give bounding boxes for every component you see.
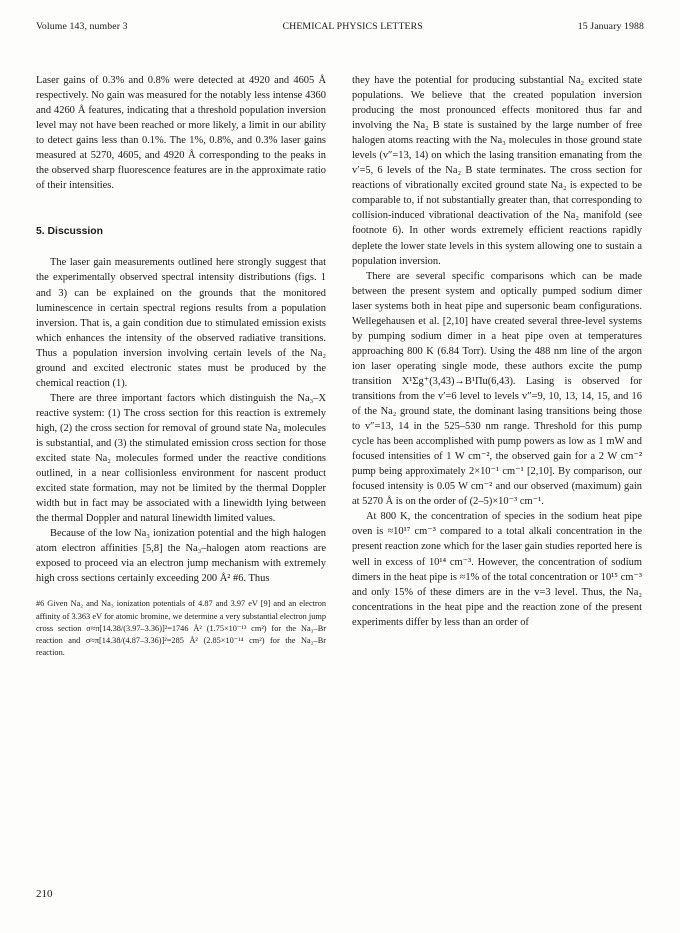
page-number: 210 [36, 888, 53, 900]
right-column [352, 73, 642, 630]
footnote [36, 598, 326, 659]
right-paragraph-2: There are several specific comparisons which can be made between the present system and optically pumped sodium dimer laser systems both in heat pipe and supersonic beam configurations. Wellegehausen et al. [2,10] have created several three-level systems by pumping sodium dimer in a heat pipe oven at temperatures approaching 800 K (6.84 Torr). Using the 488 nm line of the argon ion laser operating single mode, these authors excite the pump transition X¹Σg⁺(3,43)→B¹Πu(6,43). Lasing is observed for transitions from the v′=6 level to levels v″=9, 10, 13, 14, 15, and 16 of the Na₂ ground state, the dominant lasing transitions being those to v″=13, 14 in the 525–530 nm range. Threshold for this pump cycle has been accomplished with pump powers as low as 1 mW and focused intensities of 1 W cm⁻², the observed gain for a 2 W cm⁻² pump being approximately 2×10⁻¹ cm⁻¹ [2,10]. By comparison, our focused intensity is 0.05 W cm⁻² and our observed (maximum) gain at 5270 Å is on the order of (2–5)×10⁻³ cm⁻¹. [352, 270, 642, 508]
journal-name: CHEMICAL PHYSICS LETTERS [282, 21, 423, 32]
left-column [36, 73, 326, 659]
intro-paragraph: Laser gains of 0.3% and 0.8% were detected at 4920 and 4605 Å respectively. No gain was measured for the notably less intense 4360 and 4260 Å features, indicating that a threshold population inversion level may not have been reached or more likely, a limit in our ability to detect gains less than 0.1%. The 1%, 0.8%, and 0.3% laser gains measured at 5270, 4605, and 4920 Å corresponding to the peaks in the observed sharp fluorescence features are in the approximate ratio of their intensities. [36, 75, 326, 192]
right-paragraph-1: they have the potential for producing substantial Na₂ excited state populations. We believe that the created population inversion producing the most pronounced effects monitored thus far and involving the Na₂ B state is sustained by the large number of free halogen atoms reacting with the Na₃ molecules in those ground state levels (v″=13, 14) on which the lasing transition emanating from the v′=5, 6 levels of the Na₂ B state terminates. The cross section for reactions of vibrationally excited ground state Na₂ is expected to be comparable to, if not substantially greater than, that corresponding to collision-induced vibrational deactivation of the Na₂ manifold (see footnote 6). In other words extremely efficient reactions rapidly deplete the lower state levels in this system allowing one to sustain a population inversion. [352, 75, 642, 267]
discussion-paragraph-3: Because of the low Na₃ ionization potential and the high halogen atom electron affinities [5,8] the Na₃–halogen atom reactions are exposed to proceed via an electron jump mechanism with extremely high cross sections certainly exceeding 200 Å² #6. Thus [36, 528, 326, 585]
issue-date: 15 January 1988 [577, 21, 644, 32]
footnote-text: #6 Given Na₂ and Na₃ ionization potentials of 4.87 and 3.97 eV [9] and an electron affinity of 3.363 eV for atomic bromine, we determine a very substantial electron jump cross section σ≈π[14.38/(3.97–3.36)]²=1746 Å² (1.75×10⁻¹³ cm²) for the Na₃–Br reaction and σ≈π[14.38/(4.87–3.36)]²=285 Å² (2.85×10⁻¹⁴ cm²) for the Na₂–Br reaction. [36, 599, 326, 658]
volume-info: Volume 143, number 3 [36, 21, 128, 32]
discussion-paragraph-1: The laser gain measurements outlined here strongly suggest that the experimentally observed spectral intensity distributions (figs. 1 and 3) can be explained on the grounds that the monitored luminescence in certain spectral regions results from a population inversion. That is, a gain condition due to stimulated emission exists which enhances the intensity of the observed radiative transitions. Thus a population inversion involving certain levels of the Na₂ ground and excited electronic states must be produced by the chemical reaction (1). [36, 257, 326, 389]
section-heading-discussion: 5. Discussion [36, 226, 103, 238]
running-header [36, 21, 644, 32]
right-paragraph-3: At 800 K, the concentration of species in the sodium heat pipe oven is ≈10¹⁷ cm⁻³ compared to a total alkali concentration in the present reaction zone which for the laser gain studies reported here is well in excess of 10¹⁴ cm⁻³. However, the concentration of sodium dimers in the heat pipe is ≈1% of the total concentration or 10¹⁵ cm⁻³ and only 15% of these dimers are in the v=3 level. Thus, the Na₂ concentrations in the heat pipe and the reaction zone of the present experiments differ by less than an order of [352, 511, 642, 628]
discussion-paragraph-2: There are three important factors which distinguish the Na₃–X reactive system: (1) The cross section for this reaction is extremely high, (2) the cross section for removal of ground state Na₂ molecules is substantial, and (3) the stimulated emission cross section for those excited state Na₂ molecules formed under the reactive conditions outlined, in a near collisionless environment for nascent product excited state formation, may not be limited by the thermal Doppler width but in fact may be associated with a linewidth lying between the thermal Doppler and natural linewidth limited values. [36, 392, 326, 525]
